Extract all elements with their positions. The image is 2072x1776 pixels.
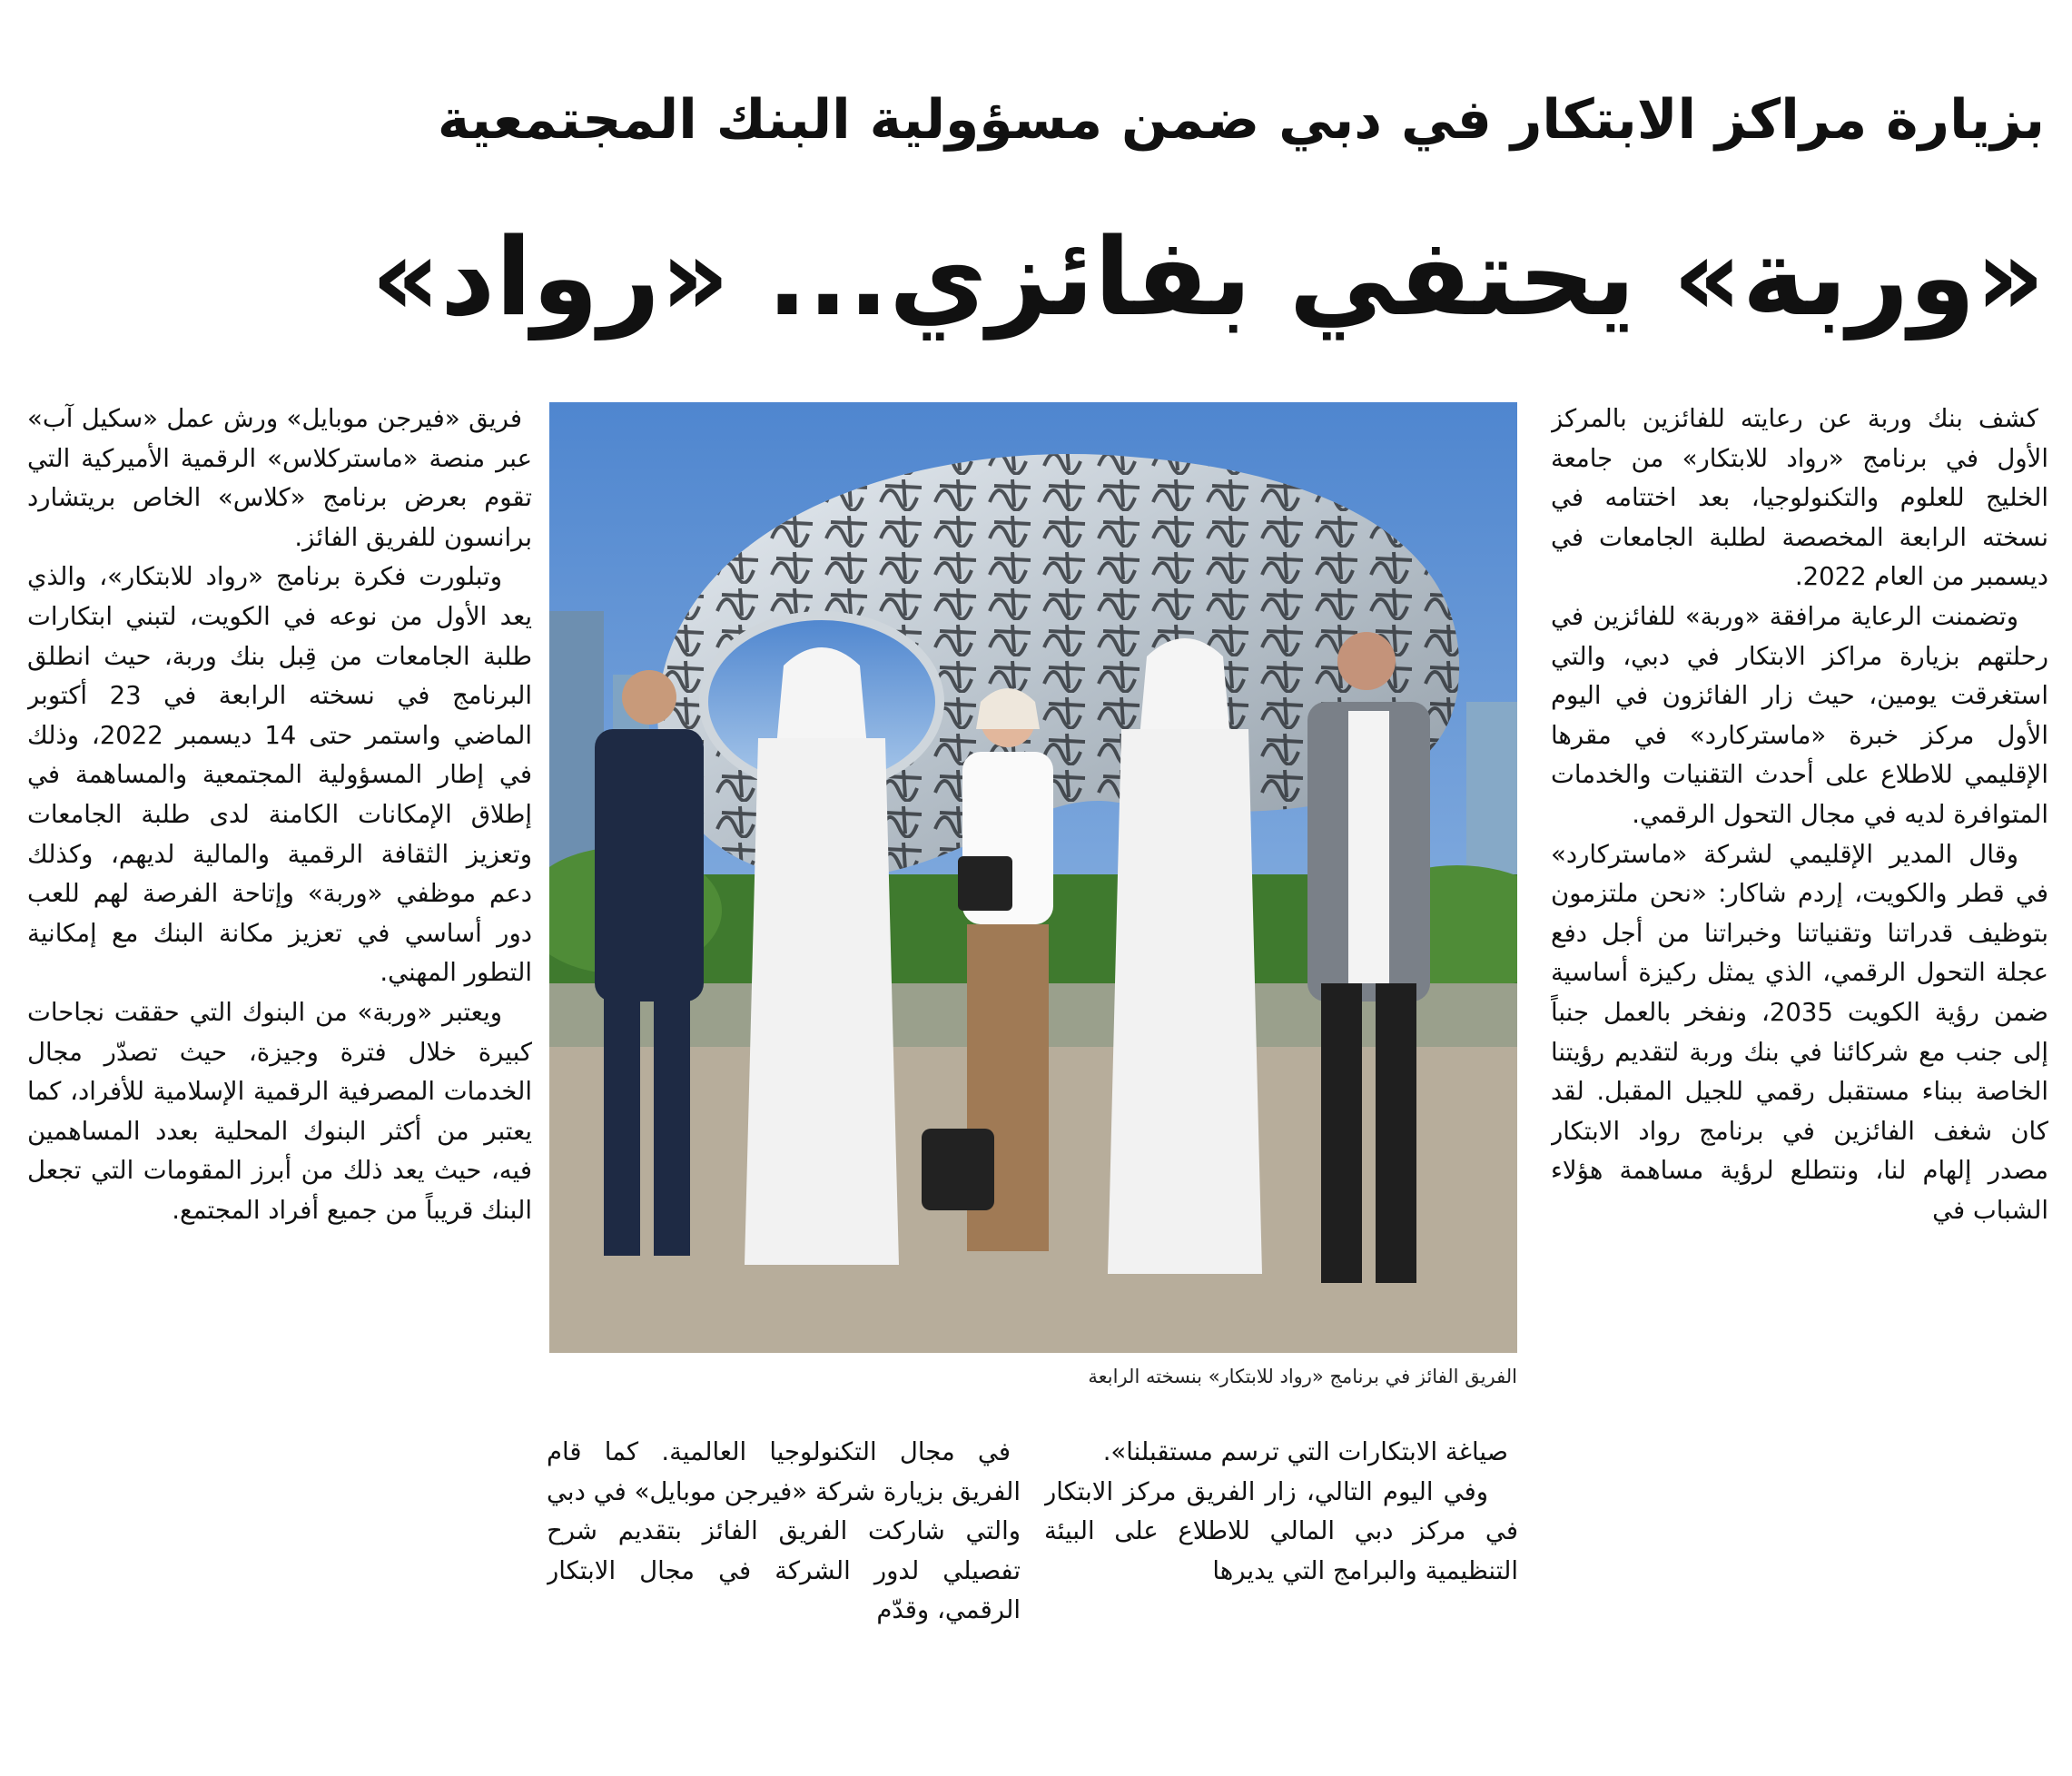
paragraph: وتبلورت فكرة برنامج «رواد للابتكار»، والذي يعد الأول من نوعه في الكويت، لتبني ابتكارات طلبة الجامعات من قِبل بنك وربة، حيث انطلق البرنامج في نسخته الرابعة في 23 أكتوبر الماضي واستمر حتى 14 ديسمبر 2022، وذلك في إطار المسؤولية المجتمعية والمساهمة في إطلاق الإمكانات الكامنة لدى طلبة الجامعات وتعزيز الثقافة الرقمية والمالية لديهم، وكذلك دعم موظفي «وربة» وإتاحة الفرصة لهم للعب دور أساسي في تعزيز مكانة البنك مع إمكانية التطور المهني.: [27, 562, 532, 988]
article-column-middle-left: [547, 1433, 1021, 1723]
article-photo: [549, 402, 1517, 1353]
paragraph: في مجال التكنولوجيا العالمية. كما قام الفريق بزيارة شركة «فيرجن موبايل» في دبي والتي شاركت الفريق الفائز بتقديم شرح تفصيلي لدور الشركة في مجال الابتكار الرقمي، وقدّم: [547, 1437, 1021, 1625]
photo-caption: الفريق الفائز في برنامج «رواد للابتكار» بنسخته الرابعة: [1088, 1366, 1517, 1387]
paragraph: فريق «فيرجن موبايل» ورش عمل «سكيل آب» عبر منصة «ماستركلاس» الرقمية الأميركية التي تقوم بعرض برنامج «كلاس» الخاص بريتشارد برانسون للفريق الفائز.: [27, 404, 532, 552]
person-4: [1108, 638, 1262, 1274]
paragraph: وفي اليوم التالي، زار الفريق مركز الابتكار في مركز دبي المالي للاطلاع على البيئة التنظيمية والبرامج التي يديرها: [1044, 1476, 1518, 1585]
paragraph: وقال المدير الإقليمي لشركة «ماستركارد» في قطر والكويت، إردم شاكار: «نحن ملتزمون بتوظيف قدراتنا وتقنياتنا وخبراتنا من أجل دفع عجلة التحول الرقمي، الذي يمثل ركيزة أساسية ضمن رؤية الكويت 2035، ونفخر بالعمل جنباً إلى جنب مع شركائنا في بنك وربة لتقديم رؤيتنا الخاصة ببناء مستقبل رقمي للجيل المقبل. لقد كان شغف الفائزين في برنامج رواد الابتكار مصدر إلهام لنا، ونتطلع لرؤية مساهمة هؤلاء الشباب في: [1551, 839, 2048, 1225]
article-column-right: [1551, 400, 2048, 1743]
paragraph: صياغة الابتكارات التي ترسم مستقبلنا».: [1102, 1437, 1508, 1466]
article-column-left: [27, 400, 532, 1743]
paragraph: وتضمنت الرعاية مرافقة «وربة» للفائزين في رحلتهم بزيارة مراكز الابتكار في دبي، والتي استغرقت يومين، حيث زار الفائزون في اليوم الأول مركز خبرة «ماستركارد» في مقرها الإقليمي للاطلاع على أحدث التقنيات والخدمات المتوافرة لديه في مجال التحول الرقمي.: [1551, 601, 2048, 829]
person-2: [745, 647, 899, 1265]
paragraph: كشف بنك وربة عن رعايته للفائزين بالمركز الأول في برنامج «رواد للابتكار» من جامعة الخليج للعلوم والتكنولوجيا، بعد اختتامه في نسخته الرابعة المخصصة لطلبة الجامعات في ديسمبر من العام 2022.: [1551, 404, 2048, 592]
article-headline: «وربة» يحتفي بفائزي... «رواد»: [370, 214, 2045, 340]
group-photo-illustration: [549, 402, 1517, 1353]
article-column-middle-right: [1044, 1433, 1518, 1723]
article-kicker: بزيارة مراكز الابتكار في دبي ضمن مسؤولية البنك المجتمعية: [437, 88, 2045, 152]
paragraph: ويعتبر «وربة» من البنوك التي حققت نجاحات كبيرة خلال فترة وجيزة، حيث تصدّر مجال الخدمات المصرفية الرقمية الإسلامية للأفراد، كما يعتبر من أكثر البنوك المحلية بعدد المساهمين فيه، حيث يعد ذلك من أبرز المقومات التي تجعل البنك قريباً من جميع أفراد المجتمع.: [27, 997, 532, 1225]
